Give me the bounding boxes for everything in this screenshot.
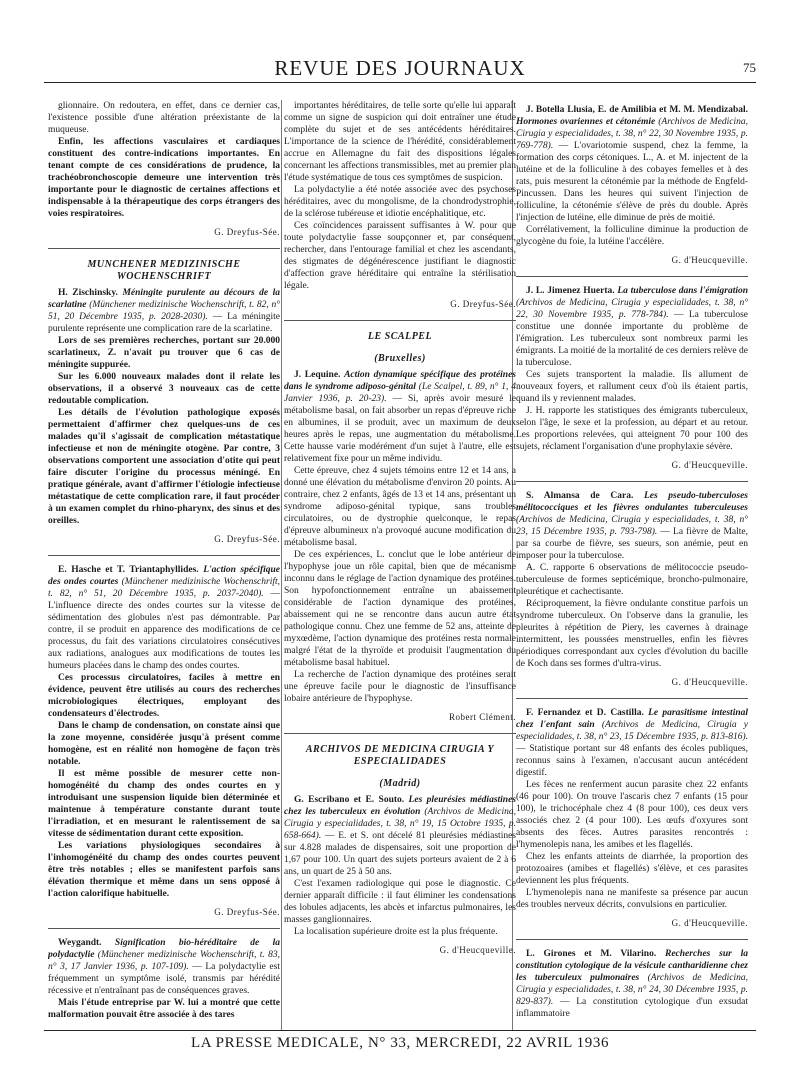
- signature: G. Dreyfus-Sée.: [214, 227, 280, 237]
- page-header: [44, 54, 756, 83]
- article-author: F. Fernandez et D. Castilla.: [526, 708, 644, 718]
- separator: [48, 928, 280, 929]
- separator: [516, 481, 748, 482]
- separator: [48, 248, 280, 249]
- article: [516, 104, 748, 266]
- paragraph: Réciproquement, la fièvre ondulante constitue parfois un syndrome tuberculeux. On l'observe dans la granulie, les pleurites à répétition de Piery, les cavernes à drainage intermittent, les poussées menstruelles, enfin les fièvres périodiques correspondant aux cycles d'évolution du bacille de Koch dans ses formes d'ultra-virus.: [516, 599, 748, 669]
- paragraph: Les détails de l'évolution pathologique exposés permettaient d'affirmer chez quelques-uns de ces malades qu'il s'agissait de complication métastatique infectieuse et non de méningite otogène. Par contre, 3 observations comportent une association d'otite qui peut faire discuter l'origine du processus méningé. En pratique générale, avant d'affirmer l'étiologie infectieuse métastatique de cette complication rare, il faut procéder à un examen complet du rhino-pharynx, des sinus et des oreilles.: [48, 408, 280, 526]
- paragraph: Sur les 6.000 nouveaux malades dont il relate les observations, il a observé 3 nouveaux cas de cette redoutable complication.: [48, 372, 280, 406]
- paragraph: J. H. rapporte les statistiques des émigrants tuberculeux, selon l'âge, le sexe et la profession, au départ et au retour. Les proportions relevées, qui atteignent 70 pour 100 des sujets, réclament l'organisation d'une prophylaxie sévère.: [516, 406, 748, 452]
- article: [516, 285, 748, 471]
- article-text: — La tuberculose constitue une donnée importante du problème de l'émigration. Les tuberculeux sont nombreux parmi les émigrants. La moitié de la mortalité de ces derniers relève de la tuberculose.: [516, 310, 748, 368]
- article-reference: (Münchener medizinische Wochenschrift, t. 82, n° 51, 20 Décembre 1935, p. 2037-2040).: [48, 577, 280, 599]
- separator: [284, 733, 516, 734]
- paragraph: Dans le champ de condensation, on constate ainsi que la zone moyenne, considérée jusqu'à présent comme homogène, est en réalité non homogène de façon très notable.: [48, 721, 280, 767]
- paragraph: Enfin, les affections vasculaires et cardiaques constituent des contre-indications importantes. En tenant compte de ces considérations de prudence, la trachéobronchoscopie demeure une intervention très importante pour le diagnostic de certaines affections et indispensable à la thérapeutique des corps étrangers des voies respiratoires.: [48, 137, 280, 219]
- paragraph: Les fèces ne renferment aucun parasite chez 22 enfants (46 pour 100). On trouve l'ascaris chez 7 enfants (15 pour 100), le trichocéphale chez 4 (8 pour 100), ces deux vers associés chez 2 (4 pour 100). Les œufs d'oxyures sont absents des fèces. Autres parasites rencontrés : l'hymenolepis nana, les amibes et les flagellés.: [516, 780, 748, 850]
- article-author: J. Lequine.: [294, 370, 341, 380]
- journal-heading: LE SCALPEL: [367, 331, 433, 342]
- article-reference: (Münchener medizinische Wochenschrift, t. 82, n° 51, 20 Décembre 1935, p. 2028-2030).: [48, 300, 280, 322]
- article-text: — La polydactylie est fréquemment un symptôme isolé, transmis par hérédité récessive et n'entraînant pas de conséquences graves.: [48, 962, 280, 996]
- article-reference: (Archivos de Medicina, Cirugia y especialidades, t. 38, n° 23, 15 Décembre 1935, p. 813-816).: [516, 720, 748, 742]
- article-reference: (Archivos de Medicina, Cirugia y especialidades, t. 38, n° 22, 30 Novembre 1935, p. 778-784).: [516, 298, 748, 320]
- page-footer: [44, 1030, 756, 1057]
- separator: [284, 320, 516, 321]
- article-text: — Si, après avoir mesuré le métabolisme basal, on fait absorber un repas d'épreuve riche en albumines, il se produit, avec un maximum de deux heures après le repas, une augmentation du métabolisme. Cette hausse varie modérément d'un sujet à l'autre, elle est relativement fixe pour un même individu.: [284, 394, 516, 464]
- article-reference: (Archivos de Medicina, Cirugia y especialidades, t. 38, n° 23, 15 Décembre 1935, p. 793-798).: [516, 515, 748, 537]
- article-text: — La constitution cytologique d'un exsudat inflammatoire: [516, 997, 748, 1019]
- paragraph: glionnaire. On redoutera, en effet, dans ce dernier cas, l'existence possible d'une altération préexistante de la muqueuse.: [48, 101, 280, 135]
- article-reference: (Le Scalpel, t. 89, n° 1, 4 Janvier 1936, p. 20-23).: [284, 382, 516, 404]
- article: [48, 564, 280, 918]
- article-author: E. Hasche et T. Triantaphyllides.: [58, 565, 199, 575]
- article-title: Méningite purulente au décours de la scarlatine: [48, 288, 280, 310]
- paragraph: La polydactylie a été notée associée avec des psychoses héréditaires, avec du mongolisme, de la chondrodystrophie, de la sclérose tubéreuse et idiotie encéphalitique, etc.: [284, 185, 516, 219]
- article-title: Le parasitisme intestinal chez l'enfant sain: [516, 708, 748, 730]
- signature: Robert Clément.: [449, 712, 516, 722]
- article-title: Hormones ovariennes et cétonémie: [516, 117, 656, 127]
- paragraph: De ces expériences, L. conclut que le lobe antérieur de l'hypophyse joue un rôle capital, bien que de mécanisme inconnu dans le réglage de l'action dynamique des protéines. Son hypofonctionnement entraîne un abaissement considérable de l'action dynamique des protéines, abaissement qui ne se rencontre dans aucun autre état pathologique connu. Chez une femme de 52 ans, atteinte de myxœdème, l'action dynamique des protéines resta normale malgré l'état de la thyroïde et produisit l'augmentation du métabolisme basal habituel.: [284, 550, 516, 668]
- journal-section-title: REVUE DES JOURNAUX: [274, 56, 526, 80]
- article-title: L'action spécifique des ondes courtes: [48, 565, 280, 587]
- article-title: La tuberculose dans l'émigration: [617, 286, 748, 296]
- article-title: Recherches sur la constitution cytologique de la vésicule cantharidienne chez les tuberculeux pulmonaires: [516, 949, 748, 983]
- article-reference: (Münchener medizinische Wochenschrift, t. 83, n° 3, 17 Janvier 1936, p. 107-109).: [48, 950, 280, 972]
- article-reference: (Archivos de Medicina, Cirugia y especialidades, t. 38, n° 22, 30 Novembre 1935, p. 769-778).: [516, 117, 748, 151]
- signature: G. d'Heucqueville.: [671, 677, 748, 687]
- column-rule-left: [281, 100, 282, 1030]
- signature: G. Dreyfus-Sée.: [214, 907, 280, 917]
- paragraph: A. C. rapporte 6 observations de mélitococcie pseudo-tuberculeuse de formes septicémique, broncho-pulmonaire, pleurétique et cachectisante.: [516, 563, 748, 597]
- article-author: J. Botella Llusia, E. de Amilibia et M. M. Mendizabal.: [526, 105, 748, 115]
- article-text: — La fièvre de Malte, par sa courbe de fièvre, ses sueurs, son anémie, peut en imposer pour la tuberculose.: [516, 527, 748, 561]
- journal-subheading: (Madrid): [379, 778, 421, 789]
- article: [516, 490, 748, 688]
- article-title: Les pseudo-tuberculoses mélitococciques et les fièvres ondulantes tuberculeuses: [516, 491, 748, 513]
- paragraph: Corrélativement, la folliculine diminue la production de glycogène du foie, la lutéine l'accélère.: [516, 225, 748, 247]
- article-text: — E. et S. ont décelé 81 pleurésies médiastines sur 4.828 malades de dispensaires, soit une proportion de 1,67 pour 100. Un quart des sujets porteurs avaient de 2 à 6 ans, un quart de 25 à 50 ans.: [284, 831, 516, 877]
- article-author: Weygandt.: [58, 938, 102, 948]
- paragraph: C'est l'examen radiologique qui pose le diagnostic. Ce dernier apparaît difficile : il faut éliminer les condensations des lobules adjacents, les abcès et infarctus pulmonaires, les masses ganglionnaires.: [284, 879, 516, 925]
- footer-masthead: LA PRESSE MEDICALE, N° 33, MERCREDI, 22 AVRIL 1936: [190, 1035, 610, 1051]
- separator: [516, 698, 748, 699]
- separator: [516, 276, 748, 277]
- article: [516, 948, 748, 1020]
- paragraph: Les variations physiologiques secondaires à l'inhomogénéité du champ des ondes courtes peuvent être très notables ; elles se manifestent parfois sans élévation thermique et même dans un sens opposé à l'action calorifique habituelle.: [48, 841, 280, 899]
- article-author: S. Almansa de Cara.: [526, 491, 634, 501]
- article-author: H. Zischinsky.: [58, 288, 118, 298]
- paragraph: Ces processus circulatoires, faciles à mettre en évidence, peuvent être utilisés au cours des recherches microbiologiques électriques, employant des condensateurs d'électrodes.: [48, 673, 280, 719]
- signature: G. Dreyfus-Sée.: [450, 299, 516, 309]
- signature: G. d'Heucqueville.: [439, 945, 516, 955]
- paragraph: L'hymenolepis nana ne manifeste sa présence par aucun des troubles nerveux décrits, convulsions en particulier.: [516, 888, 748, 910]
- paragraph: Ces coïncidences paraissent suffisantes à W. pour que toute polydactylie fasse soupçonner et, par conséquent, rechercher, dans l'entourage familial et chez les ascendants, des stigmates de dégénérescence justifiant le diagnostic d'affection grave héréditaire qui entraîne la stérilisation légale.: [284, 221, 516, 291]
- paragraph: La localisation supérieure droite est la plus fréquente.: [294, 927, 498, 937]
- journal-subheading: (Bruxelles): [374, 353, 426, 364]
- article-author: G. Escribano et E. Souto.: [294, 795, 405, 805]
- column-1: [48, 100, 280, 1030]
- article: [284, 794, 516, 956]
- paragraph: Ces sujets transportent la maladie. Ils allument de nouveaux foyers, et rallument ceux d'où ils étaient partis, quand ils y reviennent malades.: [516, 370, 748, 404]
- journal-heading: MUNCHENER MEDIZINISCHE WOCHENSCHRIFT: [87, 259, 241, 282]
- article-author: J. L. Jimenez Huerta.: [526, 286, 615, 296]
- signature: G. d'Heucqueville.: [671, 255, 748, 265]
- separator: [48, 555, 280, 556]
- signature: G. d'Heucqueville.: [671, 460, 748, 470]
- paragraph: Mais l'étude entreprise par W. lui a montré que cette malformation pouvait être associée à des tares: [48, 998, 280, 1020]
- separator: [516, 939, 748, 940]
- signature: G. Dreyfus-Sée.: [214, 534, 280, 544]
- article-title: Les pleurésies médiastines chez les tuberculeux en évolution: [284, 795, 516, 817]
- article-text: — Statistique portant sur 48 enfants des écoles publiques, reconnus sains à l'examen, n'accusant aucun antécédent digestif.: [516, 744, 748, 778]
- paragraph: importantes héréditaires, de telle sorte qu'elle lui apparaît comme un signe de suspicion qui doit entraîner une étude complète du sujet et de ses antécédents héréditaires. L'importance de la science de l'hérédité, considérablement accrue en Allemagne du fait des dispositions légales concernant les affections transmissibles, met au premier plan l'étude systématique de tous ces symptômes de suspicion.: [284, 101, 516, 183]
- article-text: — La méningite purulente représente une complication rare de la scarlatine.: [48, 312, 280, 334]
- paragraph: Lors de ses premières recherches, portant sur 20.000 scarlatineux, Z. n'avait pu trouver que 6 cas de méningite suppurée.: [48, 336, 280, 370]
- column-2: [284, 100, 516, 1030]
- article-author: L. Girones et M. Vilarino.: [526, 949, 657, 959]
- page-number: 75: [743, 60, 756, 75]
- article-title: Signification bio-héréditaire de la polydactylie: [48, 938, 280, 960]
- paragraph: La recherche de l'action dynamique des protéines serait une épreuve facile pour le diagnostic de l'insuffisance lobaire antérieure de l'hypophyse.: [284, 670, 516, 704]
- paragraph: Cette épreuve, chez 4 sujets témoins entre 12 et 14 ans, a donné une élévation du métabolisme d'environ 20 points. Au contraire, chez 2 enfants, âgés de 13 et 14 ans, présentant un syndrome adiposo-génital typique, sans troubles circulatoires, ou de dystrophie quelconque, le repas d'épreuve albumineux n'a provoqué aucune modification du métabolisme basal.: [284, 466, 516, 548]
- article-text: — L'ovariotomie suspend, chez la femme, la formation des corps cétoniques. L., A. et M. injectent de la lutéine et de la folliculine à des cobayes femelles et à des rats, puis mesurent la cétonémie par la méthode de Engfeld-Pincussen. Dans les heures qui suivent l'injection de folliculine, la cétonémie s'élève de près du double. Après l'injection de lutéine, elle diminue de près de moitié.: [516, 141, 748, 223]
- article: [48, 287, 280, 545]
- journal-heading: ARCHIVOS DE MEDICINA CIRUGIA Y ESPECIALIDADES: [305, 744, 495, 767]
- article-reference: (Archivos de Medicina, Cirugia y especialidades, t. 38, n° 24, 30 Décembre 1935, p. 829-837).: [516, 973, 748, 1007]
- article: [48, 937, 280, 1021]
- paragraph: Chez les enfants atteints de diarrhée, la proportion des protozoaires (amibes et flagellés) s'élève, et ces parasites deviennent les plus fréquents.: [516, 852, 748, 886]
- paragraph: Il est même possible de mesurer cette non-homogénéité du champ des ondes courtes en y introduisant une suspension liquide bien déterminée et maintenue à température constante durant toute l'irradiation, et en mesurant le ralentissement de sa vitesse de sédimentation durant cette exposition.: [48, 769, 280, 839]
- article-reference: (Archivos de Medicina, Cirugia y especialidades, t. 38, n° 19, 15 Octobre 1935, p. 658-664).: [284, 807, 516, 841]
- column-3: [516, 100, 748, 1030]
- article: [516, 707, 748, 929]
- article-title: Action dynamique spécifique des protéines dans le syndrome adiposo-génital: [284, 370, 516, 392]
- article: [284, 369, 516, 723]
- article-text: — L'influence directe des ondes courtes sur la vitesse de sédimentation des globules n'est pas démontrable. Par contre, il se produit en apparence des modifications de ce processus, du fait des variations circulatoires consécutives aux radiations, analogues aux modifications de toutes les humeurs placées dans le champ des ondes courtes.: [48, 589, 280, 671]
- signature: G. d'Heucqueville.: [671, 918, 748, 928]
